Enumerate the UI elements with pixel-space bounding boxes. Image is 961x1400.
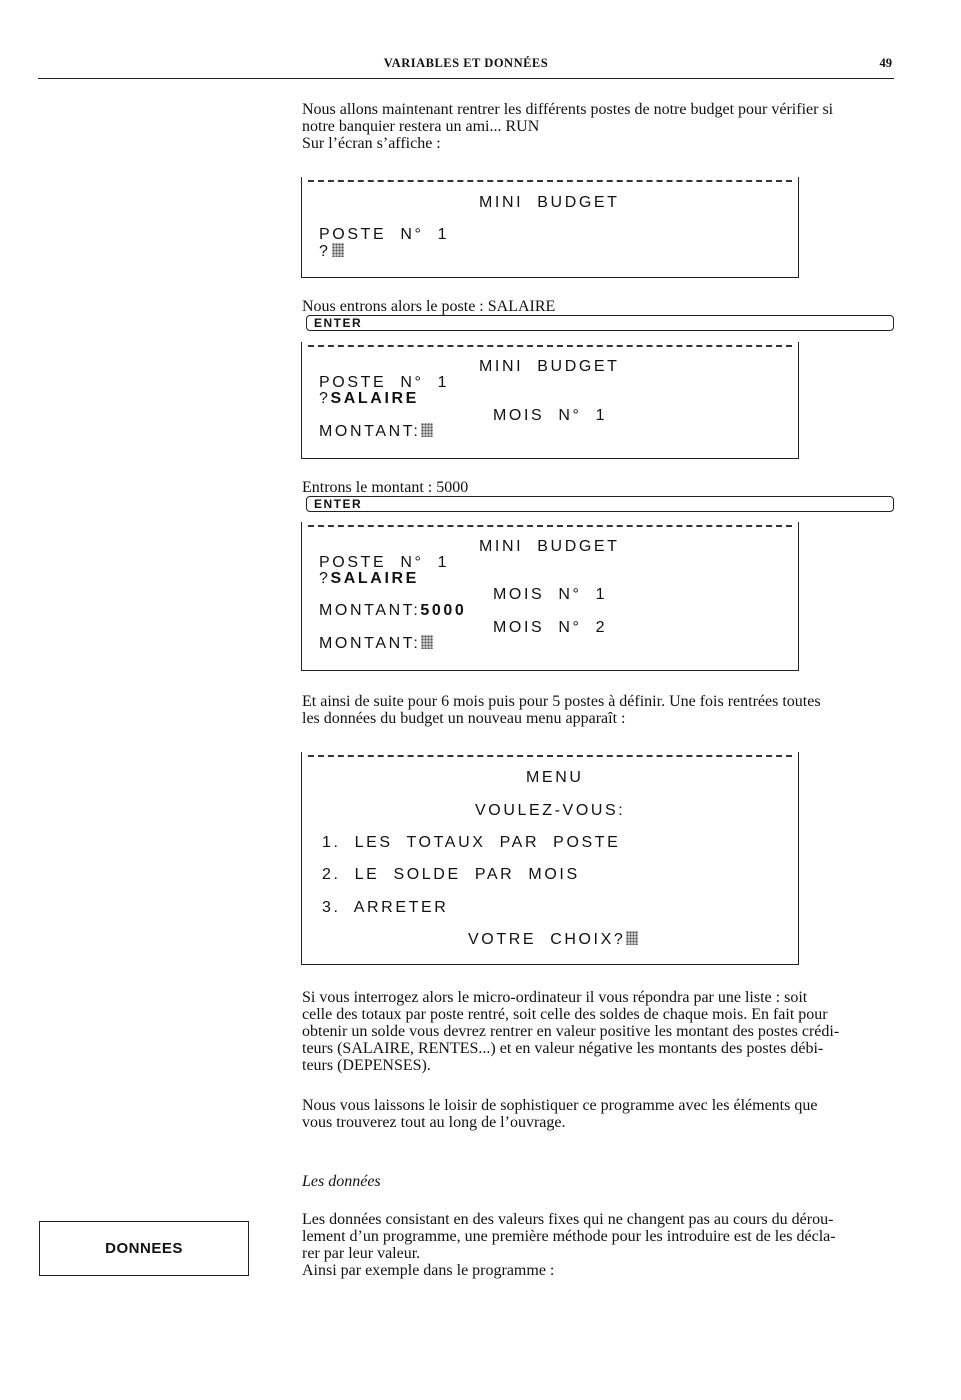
step-text: Entrons le montant : 5000 [302, 479, 469, 496]
mois-label: MOIS N° 2 [493, 619, 608, 636]
montant-prompt [319, 423, 433, 441]
step-text: Nous entrons alors le poste : SALAIRE [302, 298, 556, 315]
cursor-block-icon [332, 243, 344, 257]
cursor-block-icon [421, 635, 433, 649]
input-prompt [319, 390, 419, 408]
poste-label: POSTE N° 1 [319, 226, 450, 243]
text-line: Les données consistant en des valeurs fixes qui ne changent pas au cours du dérou- [302, 1211, 834, 1228]
screen-mini-budget-3 [301, 522, 799, 671]
text-line: obtenir un solde vous devrez rentrer en valeur positive les montant des postes crédi- [302, 1023, 840, 1040]
enter-key: ENTER [306, 315, 894, 331]
menu-title: MENU [526, 769, 584, 786]
menu-question: VOULEZ-VOUS: [475, 802, 626, 819]
poste-label: POSTE N° 1 [319, 374, 450, 391]
page-header [38, 56, 894, 79]
prompt-symbol: ? [319, 243, 331, 260]
menu-option-totaux: 1. LES TOTAUX PAR POSTE [322, 834, 621, 851]
margin-note-box [39, 1221, 249, 1276]
montant-prompt [319, 635, 433, 653]
text-line: celle des totaux par poste rentré, soit celle des soldes de chaque mois. En fait pour [302, 1006, 828, 1023]
section-paragraph [302, 1211, 894, 1279]
step-montant-paragraph [302, 479, 894, 512]
text-line: Si vous interrogez alors le micro-ordinateur il vous répondra par une liste : soit [302, 989, 808, 1006]
text-line: teurs (SALAIRE, RENTES...) et en valeur négative les montants des postes débi- [302, 1040, 824, 1057]
menu-option-arreter: 3. ARRETER [322, 899, 449, 916]
text-line: Ainsi par exemple dans le programme : [302, 1262, 555, 1279]
text-line: vous trouverez tout au long de l’ouvrage. [302, 1114, 566, 1131]
closing-paragraph [302, 1097, 894, 1131]
input-prompt [319, 243, 344, 261]
text-line: Nous allons maintenant rentrer les différents postes de notre budget pour vérifier si [302, 101, 834, 118]
screen-title: MINI BUDGET [479, 194, 620, 211]
menu-option-solde: 2. LE SOLDE PAR MOIS [322, 866, 580, 883]
text-line: Sur l’écran s’affiche : [302, 135, 441, 152]
text-line: les données du budget un nouveau menu apparaît : [302, 710, 626, 727]
text-line: Et ainsi de suite pour 6 mois puis pour 5 postes à définir. Une fois rentrées toutes [302, 693, 821, 710]
running-title: VARIABLES ET DONNÉES [383, 56, 549, 70]
screen-top-dashes [308, 755, 792, 757]
page-number: 49 [879, 56, 892, 70]
montant-label: MONTANT: [319, 602, 421, 619]
entered-poste: SALAIRE [330, 570, 419, 587]
screen-mini-budget-1 [301, 177, 799, 278]
montant-label: MONTANT: [319, 423, 421, 440]
intro-paragraph [302, 101, 894, 152]
enter-key: ENTER [306, 496, 894, 512]
cursor-block-icon [421, 423, 433, 437]
margin-note-label: DONNEES [105, 1240, 183, 1257]
text-line: notre banquier restera un ami... RUN [302, 118, 540, 135]
screen-top-dashes [308, 345, 792, 347]
screen-title: MINI BUDGET [479, 538, 620, 555]
text-line: teurs (DEPENSES). [302, 1057, 431, 1074]
mois-label: MOIS N° 1 [493, 586, 608, 603]
montant-prompt [319, 602, 466, 620]
screen-menu [301, 752, 799, 965]
text-line: lement d’un programme, une première méthode pour les introduire est de les décla- [302, 1228, 836, 1245]
step-salaire-paragraph [302, 298, 894, 331]
entered-montant: 5000 [420, 602, 467, 619]
prompt-symbol: ? [319, 570, 331, 587]
montant-label: MONTANT: [319, 635, 421, 652]
section-heading: Les données [302, 1173, 381, 1190]
step-menu-paragraph [302, 693, 894, 727]
entered-poste: SALAIRE [330, 390, 419, 407]
cursor-block-icon [626, 931, 638, 945]
input-prompt [319, 570, 419, 588]
screen-mini-budget-2 [301, 342, 799, 459]
poste-label: POSTE N° 1 [319, 554, 450, 571]
screen-top-dashes [308, 525, 792, 527]
choice-prompt [468, 931, 638, 949]
text-line: Nous vous laissons le loisir de sophistiquer ce programme avec les éléments que [302, 1097, 818, 1114]
screen-title: MINI BUDGET [479, 358, 620, 375]
text-line: rer par leur valeur. [302, 1245, 421, 1262]
prompt-symbol: ? [319, 390, 331, 407]
explanation-paragraph [302, 989, 894, 1074]
mois-label: MOIS N° 1 [493, 407, 608, 424]
screen-top-dashes [308, 180, 792, 182]
choice-label: VOTRE CHOIX? [468, 931, 626, 948]
